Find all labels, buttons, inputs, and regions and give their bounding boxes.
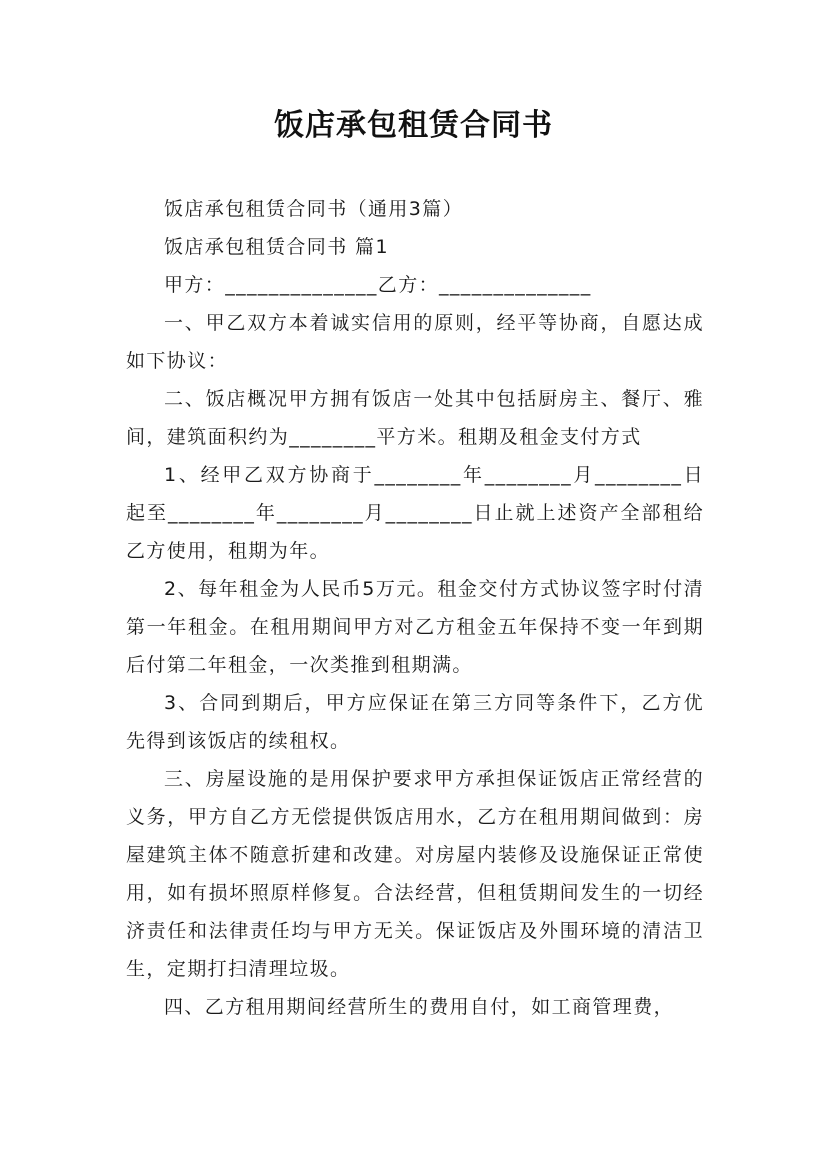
paragraph-rent: 2、每年租金为人民币5万元。租金交付方式协议签字时付清第一年租金。在租用期间甲方对乙方租金五年保持不变一年到期后付第二年租金，一次类推到租期满。 <box>126 578 704 676</box>
paragraph-clause-1: 一、甲乙双方本着诚实信用的原则，经平等协商，自愿达成如下协议： <box>126 312 704 372</box>
document-body <box>126 190 704 1026</box>
paragraph-clause-4: 四、乙方租用期间经营所生的费用自付，如工商管理费， <box>164 996 675 1018</box>
paragraph-subtitle: 饭店承包租赁合同书（通用3篇） <box>164 198 464 220</box>
paragraph-clause-3: 三、房屋设施的是用保护要求甲方承担保证饭店正常经营的义务，甲方自乙方无偿提供饭店用水，乙方在租用期间做到：房屋建筑主体不随意折建和改建。对房屋内装修及设施保证正常使用，如有损坏照原样修复。合法经营，但租赁期间发生的一切经济责任和法律责任均与甲方无关。保证饭店及外围环境的清洁卫生，定期打扫清理垃圾。 <box>126 768 704 980</box>
paragraph-renewal: 3、合同到期后，甲方应保证在第三方同等条件下，乙方优先得到该饭店的续租权。 <box>126 692 704 752</box>
document-title: 饭店承包租赁合同书 <box>274 108 553 143</box>
paragraph-parties: 甲方：______________乙方：______________ <box>164 274 592 296</box>
paragraph-clause-2: 二、饭店概况甲方拥有饭店一处其中包括厨房主、餐厅、雅间，建筑面积约为________平方米。租期及租金支付方式 <box>126 388 704 448</box>
paragraph-section-heading: 饭店承包租赁合同书 篇1 <box>164 236 389 258</box>
paragraph-term: 1、经甲乙双方协商于________年________月________日起至________年________月________日止就上述资产全部租给乙方使用，租期为年。 <box>126 464 704 562</box>
